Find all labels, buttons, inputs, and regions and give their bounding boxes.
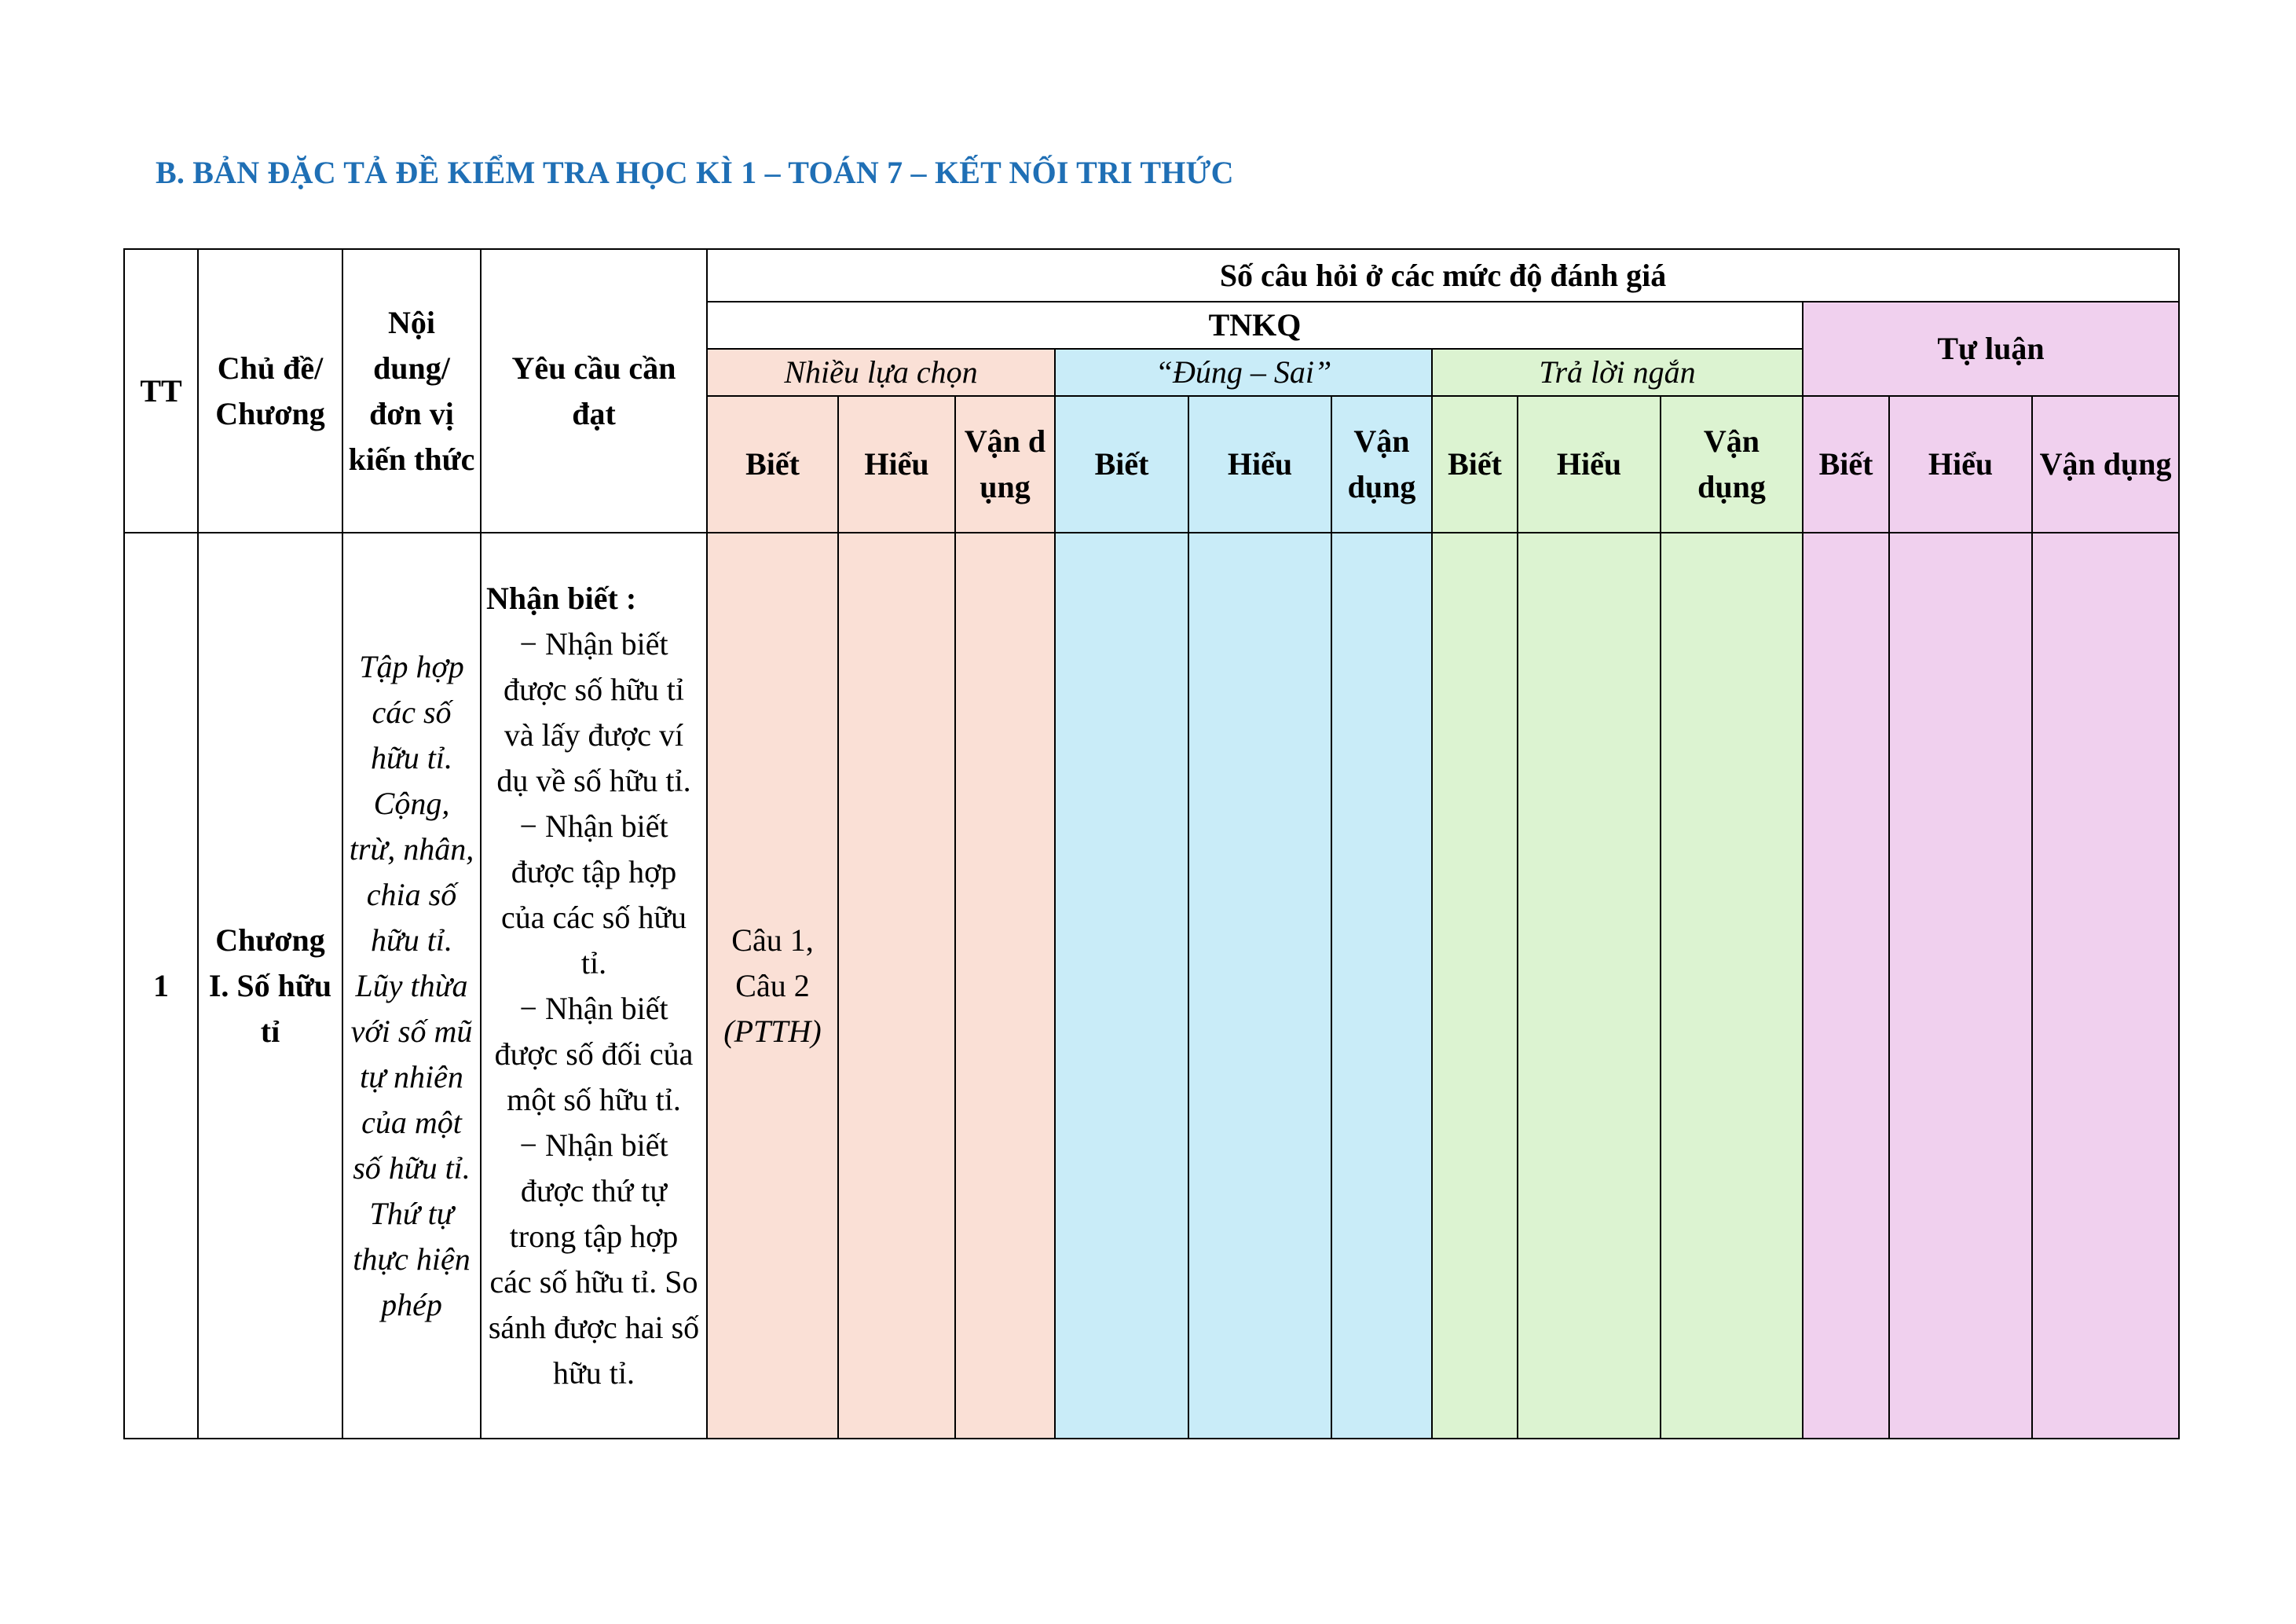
cell-tln-van-dung — [1661, 533, 1803, 1439]
level-tl-van-dung: Vận dụng — [2032, 396, 2179, 533]
cell-nlc-biet — [707, 533, 838, 1439]
header-chu-de: Chủ đề/ Chương — [198, 249, 342, 533]
level-ds-van-dung: Vận dụng — [1331, 396, 1432, 533]
header-tu-luan: Tự luận — [1803, 302, 2179, 396]
level-ds-biet: Biết — [1055, 396, 1188, 533]
row-chu-de: Chương I. Số hữu tỉ — [198, 533, 342, 1439]
header-so-cau-hoi: Số câu hỏi ở các mức độ đánh giá — [707, 249, 2179, 302]
row-yeu-cau — [481, 533, 707, 1439]
requirement-item: − Nhận biết được tập hợp của các số hữu tỉ. — [500, 808, 687, 981]
specification-table — [123, 248, 2180, 1439]
cell-tl-hieu — [1889, 533, 2032, 1439]
cell-nlc-hieu — [838, 533, 955, 1439]
requirement-item: − Nhận biết được thứ tự trong tập hợp các số hữu tỉ. So sánh được hai số hữu tỉ. — [488, 1127, 700, 1391]
cell-tln-hieu — [1518, 533, 1661, 1439]
header-tra-loi-ngan: Trả lời ngắn — [1432, 349, 1803, 396]
header-tnkq: TNKQ — [707, 302, 1803, 349]
level-nlc-biet: Biết — [707, 396, 838, 533]
level-tl-hieu: Hiểu — [1889, 396, 2032, 533]
header-nhieu-lua-chon: Nhiều lựa chọn — [707, 349, 1055, 396]
level-tln-van-dung: Vận dụng — [1661, 396, 1803, 533]
cell-ds-biet — [1055, 533, 1188, 1439]
row-tt: 1 — [124, 533, 198, 1439]
cell-tl-van-dung — [2032, 533, 2179, 1439]
level-nlc-van-dung: Vận dụng — [955, 396, 1055, 533]
cell-tln-biet — [1432, 533, 1518, 1439]
level-tln-hieu: Hiểu — [1518, 396, 1661, 533]
requirement-item: − Nhận biết được số đối của một số hữu tỉ. — [494, 990, 694, 1117]
page-title: B. BẢN ĐẶC TẢ ĐỀ KIỂM TRA HỌC KÌ 1 – TOÁN 7 – KẾT NỐI TRI THỨC — [156, 155, 1234, 190]
level-nlc-hieu: Hiểu — [838, 396, 955, 533]
question-note: (PTTH) — [723, 1013, 822, 1049]
level-ds-hieu: Hiểu — [1188, 396, 1331, 533]
question-ref: Câu 1, Câu 2 — [731, 922, 814, 1003]
requirement-item: − Nhận biết được số hữu tỉ và lấy được ví dụ về số hữu tỉ. — [496, 625, 691, 798]
cell-tl-biet — [1803, 533, 1889, 1439]
cell-ds-van-dung — [1331, 533, 1432, 1439]
cell-ds-hieu — [1188, 533, 1331, 1439]
level-tl-biet: Biết — [1803, 396, 1889, 533]
header-noi-dung: Nội dung/ đơn vị kiến thức — [342, 249, 481, 533]
header-yeu-cau: Yêu cầu cần đạt — [481, 249, 707, 533]
cell-nlc-van-dung — [955, 533, 1055, 1439]
table-row — [124, 533, 2179, 1439]
level-tln-biet: Biết — [1432, 396, 1518, 533]
header-dung-sai: “Đúng – Sai” — [1055, 349, 1432, 396]
row-noi-dung: Tập hợp các số hữu tỉ. Cộng, trừ, nhân, chia số hữu tỉ. Lũy thừa với số mũ tự nhiên của một số hữu tỉ. Thứ tự thực hiện phép — [342, 533, 481, 1439]
header-tt: TT — [124, 249, 198, 533]
requirement-heading: Nhận biết : — [486, 580, 637, 616]
